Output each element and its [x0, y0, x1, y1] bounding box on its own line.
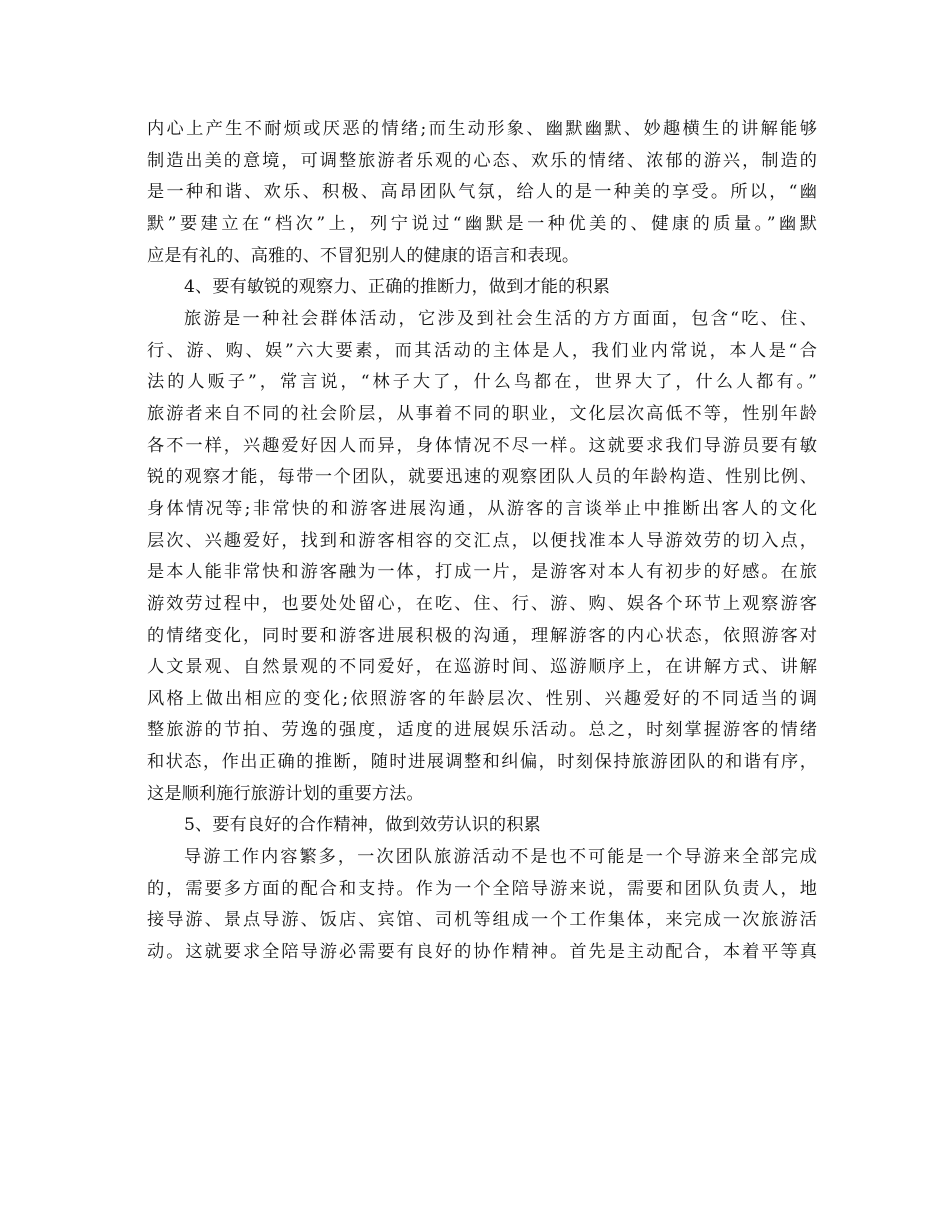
paragraph-line: 游效劳过程中，也要处处留心，在吃、住、行、游、购、娱各个环节上观察游客 [147, 593, 817, 614]
paragraph-line: 接导游、景点导游、饭店、宾馆、司机等组成一个工作集体，来完成一次旅游活 [147, 910, 817, 931]
paragraph-line: 行、游、购、娱”六大要素，而其活动的主体是人，我们业内常说，本人是“合 [147, 340, 817, 361]
paragraph-line: 的，需要多方面的配合和支持。作为一个全陪导游来说，需要和团队负责人，地 [147, 878, 817, 899]
paragraph-line: 锐的观察才能，每带一个团队，就要迅速的观察团队人员的年龄构造、性别比例、 [147, 467, 817, 488]
paragraph-line: 制造出美的意境，可调整旅游者乐观的心态、欢乐的情绪、浓郁的游兴，制造的 [147, 150, 817, 171]
paragraph-line: 身体情况等;非常快的和游客进展沟通，从游客的言谈举止中推断出客人的文化 [147, 498, 817, 519]
paragraph-line: 各不一样，兴趣爱好因人而异，身体情况不尽一样。这就要求我们导游员要有敏 [147, 435, 817, 456]
paragraph-line: 风格上做出相应的变化;依照游客的年龄层次、性别、兴趣爱好的不同适当的调 [147, 688, 817, 709]
paragraph-line: 旅游是一种社会群体活动，它涉及到社会生活的方方面面，包含“吃、住、 [184, 308, 817, 329]
paragraph-line: 是一种和谐、欢乐、积极、高昂团队气氛，给人的是一种美的享受。所以，“幽 [147, 182, 817, 203]
paragraph-line: 动。这就要求全陪导游必需要有良好的协作精神。首先是主动配合，本着平等真 [147, 942, 817, 963]
paragraph-line: 应是有礼的、高雅的、不冒犯别人的健康的语言和表现。 [147, 245, 580, 266]
paragraph-line: 层次、兴趣爱好，找到和游客相容的交汇点，以便找准本人导游效劳的切入点， [147, 530, 817, 551]
paragraph-line: 这是顺利施行旅游计划的重要方法。 [147, 783, 424, 804]
paragraph-line: 内心上产生不耐烦或厌恶的情绪;而生动形象、幽默幽默、妙趣横生的讲解能够 [147, 119, 817, 139]
paragraph-line: 是本人能非常快和游客融为一体，打成一片，是游客对本人有初步的好感。在旅 [147, 562, 817, 583]
paragraph-line: 默”要建立在“档次”上，列宁说过“幽默是一种优美的、健康的质量。”幽默 [147, 213, 817, 234]
paragraph-line: 整旅游的节拍、劳逸的强度，适度的进展娱乐活动。总之，时刻掌握游客的情绪 [147, 720, 817, 741]
paragraph-line: 法的人贩子”，常言说，“林子大了，什么鸟都在，世界大了，什么人都有。” [147, 372, 817, 393]
body-text [147, 114, 817, 969]
paragraph-line: 导游工作内容繁多，一次团队旅游活动不是也不可能是一个导游来全部完成 [184, 847, 817, 868]
paragraph-line: 人文景观、自然景观的不同爱好，在巡游时间、巡游顺序上，在讲解方式、讲解 [147, 657, 817, 678]
paragraph-line: 旅游者来自不同的社会阶层，从事着不同的职业，文化层次高低不等，性别年龄 [147, 403, 817, 424]
section-heading: 5、要有良好的合作精神，做到效劳认识的积累 [184, 815, 541, 836]
paragraph-line: 和状态，作出正确的推断，随时进展调整和纠偏，时刻保持旅游团队的和谐有序， [147, 752, 817, 773]
section-heading: 4、要有敏锐的观察力、正确的推断力，做到才能的积累 [184, 277, 610, 298]
paragraph-line: 的情绪变化，同时要和游客进展积极的沟通，理解游客的内心状态，依照游客对 [147, 625, 817, 646]
